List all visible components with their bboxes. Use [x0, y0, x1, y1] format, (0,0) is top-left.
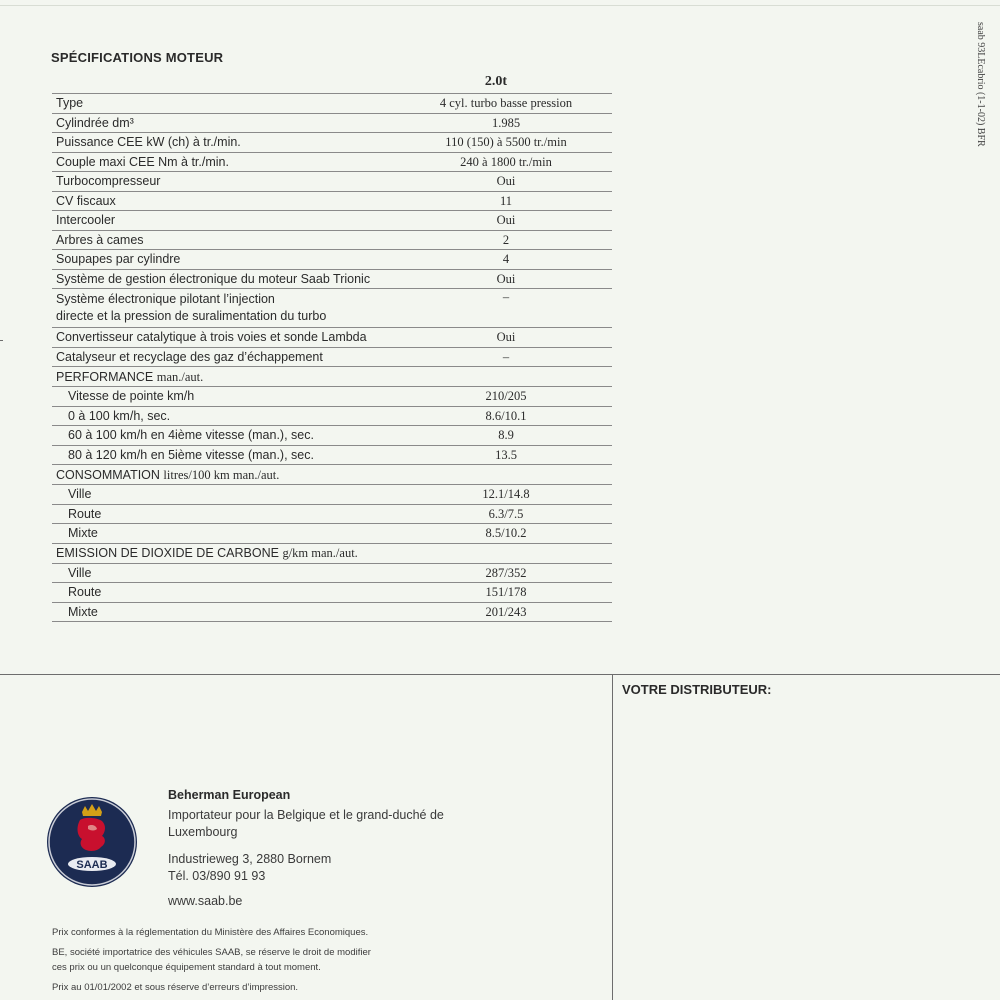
row-value: 210/205: [400, 387, 612, 407]
row-label: Ville: [52, 485, 400, 505]
row-label: Arbres à cames: [52, 230, 400, 250]
table-row: [52, 269, 612, 289]
emission-heading: [52, 543, 612, 563]
row-label: Catalyseur et recyclage des gaz d’échappement: [52, 347, 400, 367]
importer-block: [168, 787, 444, 910]
fine-print-line: Prix conformes à la réglementation du Ministère des Affaires Economiques.: [52, 927, 369, 938]
table-row: [52, 563, 612, 583]
table-row: [52, 172, 612, 192]
row-value: 201/243: [400, 602, 612, 622]
section-unit: litres/100 km man./aut.: [163, 467, 280, 482]
row-value: 1.985: [400, 113, 612, 133]
importer-address: Industrieweg 3, 2880 Bornem: [168, 852, 332, 866]
table-row: [52, 504, 612, 524]
table-row: [52, 583, 612, 603]
section-title: PERFORMANCE: [56, 369, 154, 384]
section-heading-row: [52, 543, 612, 563]
logo-text: SAAB: [76, 859, 108, 871]
row-label: Cylindrée dm³: [52, 113, 400, 133]
importer-desc-line2: Luxembourg: [168, 825, 238, 839]
table-row: [52, 328, 612, 348]
table-row: [52, 485, 612, 505]
row-value: Oui: [400, 328, 612, 348]
row-label: Intercooler: [52, 211, 400, 231]
fine-print-line: Prix au 01/01/2002 et sous réserve d’erreurs d’impression.: [52, 982, 299, 993]
row-label: Système de gestion électronique du moteur Saab Trionic: [52, 269, 400, 289]
row-value: 11: [400, 191, 612, 211]
row-value: –: [400, 347, 612, 367]
row-value: 4 cyl. turbo basse pression: [400, 94, 612, 114]
row-value: 110 (150) à 5500 tr./min: [400, 133, 612, 153]
table-row: [52, 250, 612, 270]
table-row: [52, 524, 612, 544]
section-title: CONSOMMATION: [56, 467, 160, 482]
top-edge-line: [0, 5, 1000, 6]
table-row: [52, 602, 612, 622]
row-label: Turbocompresseur: [52, 172, 400, 192]
fine-print-line: ces prix ou un quelconque équipement standard à tout moment.: [52, 962, 321, 973]
row-label: Route: [52, 583, 400, 603]
row-value: 6.3/7.5: [400, 504, 612, 524]
section-unit: g/km man./aut.: [282, 546, 358, 560]
fine-print-line: BE, société importatrice des véhicules SAAB, se réserve le droit de modifier: [52, 947, 371, 958]
consumption-heading: [52, 465, 612, 485]
row-value: 2: [400, 230, 612, 250]
saab-logo: [46, 796, 138, 888]
side-reference: saab 93LEcabrio (1-1-02) BFR: [975, 22, 986, 147]
griffin-icon: [78, 818, 105, 851]
row-value: 8.6/10.1: [400, 406, 612, 426]
row-label: CV fiscaux: [52, 191, 400, 211]
row-value: 12.1/14.8: [400, 485, 612, 505]
fine-print: [52, 925, 432, 995]
section-title: EMISSION DE DIOXIDE DE CARBONE: [56, 546, 279, 560]
page-title: SPÉCIFICATIONS MOTEUR: [51, 50, 224, 65]
row-value: 8.9: [400, 426, 612, 446]
row-label: Mixte: [52, 602, 400, 622]
row-label: Route: [52, 504, 400, 524]
row-value: Oui: [400, 211, 612, 231]
section-heading-row: [52, 367, 612, 387]
row-value: 287/352: [400, 563, 612, 583]
table-row: [52, 133, 612, 153]
vertical-divider: [612, 674, 613, 1000]
table-row: [52, 230, 612, 250]
row-value: 151/178: [400, 583, 612, 603]
table-row: [52, 387, 612, 407]
row-label: Puissance CEE kW (ch) à tr./min.: [52, 133, 400, 153]
row-value: Oui: [400, 269, 612, 289]
row-label: [52, 289, 400, 328]
row-label: Vitesse de pointe km/h: [52, 387, 400, 407]
section-unit: man./aut.: [156, 369, 204, 384]
table-row: [52, 406, 612, 426]
row-label-line2: directe et la pression de suralimentation du turbo: [56, 309, 327, 323]
importer-name: Beherman European: [168, 788, 291, 802]
row-value: 240 à 1800 tr./min: [400, 152, 612, 172]
table-row: [52, 289, 612, 328]
table-row: [52, 113, 612, 133]
row-label: 80 à 120 km/h en 5ième vitesse (man.), sec.: [52, 445, 400, 465]
horizontal-divider: [0, 674, 1000, 675]
row-label: 0 à 100 km/h, sec.: [52, 406, 400, 426]
row-value: 13.5: [400, 445, 612, 465]
row-value: 8.5/10.2: [400, 524, 612, 544]
row-label: Ville: [52, 563, 400, 583]
column-header: 2.0t: [484, 74, 508, 89]
row-value: –: [400, 289, 612, 328]
table-row: [52, 211, 612, 231]
row-label: Mixte: [52, 524, 400, 544]
row-label: Type: [52, 94, 400, 114]
importer-website[interactable]: www.saab.be: [168, 894, 243, 908]
table-row: [52, 152, 612, 172]
row-value: 4: [400, 250, 612, 270]
importer-phone: Tél. 03/890 91 93: [168, 869, 266, 883]
row-label: Soupapes par cylindre: [52, 250, 400, 270]
table-row: [52, 426, 612, 446]
row-label-line1: Système électronique pilotant l’injection: [56, 292, 275, 306]
table-row: [52, 191, 612, 211]
table-row: [52, 94, 612, 114]
row-label: Convertisseur catalytique à trois voies et sonde Lambda: [52, 328, 400, 348]
performance-heading: [52, 367, 612, 387]
spec-table: [52, 93, 612, 622]
fold-mark: [0, 340, 3, 341]
distributor-label: VOTRE DISTRIBUTEUR:: [622, 682, 772, 697]
section-heading-row: [52, 465, 612, 485]
row-label: Couple maxi CEE Nm à tr./min.: [52, 152, 400, 172]
row-label: 60 à 100 km/h en 4ième vitesse (man.), sec.: [52, 426, 400, 446]
table-row: [52, 347, 612, 367]
importer-desc-line1: Importateur pour la Belgique et le grand-duché de: [168, 808, 444, 822]
table-row: [52, 445, 612, 465]
row-value: Oui: [400, 172, 612, 192]
